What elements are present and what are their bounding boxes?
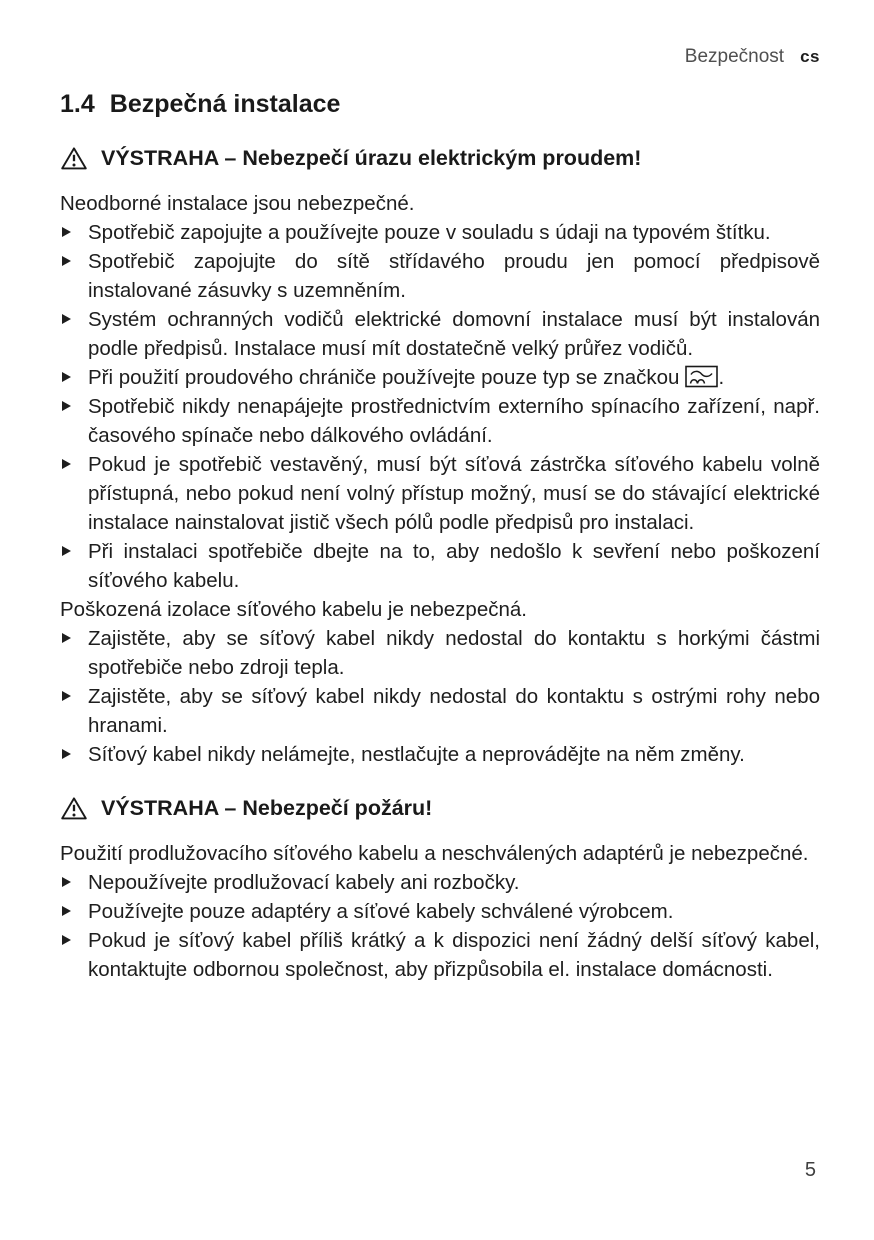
list-item: [60, 868, 820, 897]
header-section-label: Bezpečnost: [684, 46, 785, 67]
header-language-code: cs: [800, 47, 820, 66]
section-number: 1.4: [60, 90, 95, 118]
warning-fire-body: [60, 839, 820, 984]
list-item-text: .: [718, 365, 725, 389]
safety-bullet-list: [60, 218, 820, 595]
list-item: [60, 450, 820, 537]
list-item: [60, 897, 820, 926]
safety-bullet-list: [60, 868, 820, 984]
warning-triangle-icon: [60, 796, 88, 821]
warning-heading-electric-shock: [60, 146, 820, 171]
list-item-text: Zajistěte, aby se síťový kabel nikdy nedostal do kontaktu s ostrými rohy nebo hranami.: [88, 684, 820, 737]
bullet-triangle-icon: [62, 877, 71, 887]
rcd-symbol-icon: [685, 365, 718, 388]
bullet-triangle-icon: [62, 372, 71, 382]
warning-heading-fire: [60, 796, 820, 821]
bullet-triangle-icon: [62, 935, 71, 945]
warning-intro: Použití prodlužovacího síťového kabelu a neschválených adaptérů je nebezpečné.: [60, 841, 809, 865]
bullet-triangle-icon: [62, 459, 71, 469]
section-title: [60, 90, 820, 119]
warning-electric-shock-body: [60, 189, 820, 769]
list-item-text: Pokud je spotřebič vestavěný, musí být síťová zástrčka síťového kabelu volně přístupná, nebo pokud není volný přístup možný, musí se do stávající elektrické instalace nainstalovat jistič všech pólů podle předpisů pro instalaci.: [88, 452, 820, 534]
list-item: [60, 740, 820, 769]
warning-heading-text: VÝSTRAHA – Nebezpečí požáru!: [101, 795, 433, 820]
bullet-triangle-icon: [62, 906, 71, 916]
list-item: [60, 624, 820, 682]
running-header: [60, 46, 820, 68]
safety-bullet-list: [60, 624, 820, 769]
bullet-triangle-icon: [62, 256, 71, 266]
bullet-triangle-icon: [62, 314, 71, 324]
page-content: [60, 46, 820, 984]
list-item-text: Používejte pouze adaptéry a síťové kabely schválené výrobcem.: [88, 899, 674, 923]
warning-intro: Neodborné instalace jsou nebezpečné.: [60, 191, 415, 215]
bullet-triangle-icon: [62, 691, 71, 701]
list-item-text: Systém ochranných vodičů elektrické domovní instalace musí být instalován podle předpisů. Instalace musí mít dostatečně velký průřez vodičů.: [88, 307, 820, 360]
list-item: [60, 926, 820, 984]
bullet-triangle-icon: [62, 749, 71, 759]
list-item-text: Pokud je síťový kabel příliš krátký a k dispozici není žádný delší síťový kabel, kontaktujte odbornou společnost, aby přizpůsobila el. instalace domácnosti.: [88, 928, 820, 981]
list-item-text: Spotřebič zapojujte a používejte pouze v souladu s údaji na typovém štítku.: [88, 220, 771, 244]
list-item: [60, 537, 820, 595]
list-item: [60, 218, 820, 247]
list-item-text: Síťový kabel nikdy nelámejte, nestlačujte a neprovádějte na něm změny.: [88, 742, 745, 766]
warning-heading-text: VÝSTRAHA – Nebezpečí úrazu elektrickým proudem!: [101, 146, 642, 170]
list-item-text: Při instalaci spotřebiče dbejte na to, aby nedošlo k sevření nebo poškození síťového kabelu.: [88, 539, 820, 592]
list-item-with-rcd-symbol: [60, 363, 820, 392]
list-item: [60, 247, 820, 305]
warning-triangle-icon: [60, 146, 88, 171]
bullet-triangle-icon: [62, 633, 71, 643]
list-item-text: Nepoužívejte prodlužovací kabely ani rozbočky.: [88, 870, 520, 894]
bullet-triangle-icon: [62, 401, 71, 411]
list-item-text: Spotřebič nikdy nenapájejte prostřednictvím externího spínacího zařízení, např. časového spínače nebo dálkového ovládání.: [88, 394, 820, 447]
list-item: [60, 392, 820, 450]
list-item-text: Při použití proudového chrániče používejte pouze typ se značkou: [88, 365, 680, 389]
page-number: 5: [804, 1159, 816, 1181]
bullet-triangle-icon: [62, 227, 71, 237]
section-title-text: Bezpečná instalace: [109, 90, 341, 118]
list-item: [60, 682, 820, 740]
warning-mid-paragraph: Poškozená izolace síťového kabelu je nebezpečná.: [60, 597, 527, 621]
bullet-triangle-icon: [62, 546, 71, 556]
list-item: [60, 305, 820, 363]
list-item-text: Spotřebič zapojujte do sítě střídavého proudu jen pomocí předpisově instalované zásuvky s uzemněním.: [88, 249, 820, 302]
list-item-text: Zajistěte, aby se síťový kabel nikdy nedostal do kontaktu s horkými částmi spotřebiče nebo zdroji tepla.: [88, 626, 820, 679]
